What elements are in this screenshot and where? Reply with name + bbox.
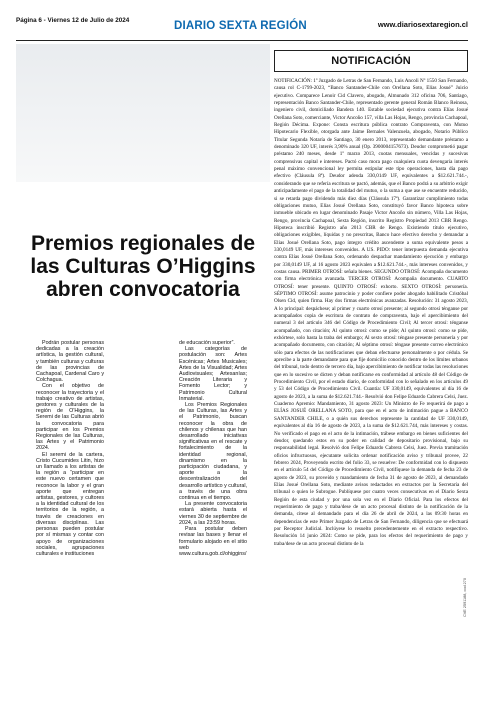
article-title: Premios regionales de las Culturas O’Higgins abren convocatoria — [30, 232, 256, 301]
legal-notice — [274, 44, 468, 698]
page-header — [16, 12, 468, 40]
article-paragraph: Para postular deben revisar las bases y llenar el formulario alojado en el sitio web www.cultura.gob.cl/ohiggins/ — [179, 526, 247, 557]
website-link[interactable]: www.diariosextaregion.cl — [377, 20, 468, 29]
article-paragraph: Podrán postular personas dedicadas a la creación artística, la gestión cultural, y también culturas y culturas de las provincias de Cachapoal, Cardenal Caro y Colchagua. — [36, 340, 104, 384]
article-paragraph: Con el objetivo de reconocer la trayectoria y el trabajo creativo de artistas, gestores y culturales de la región de O'Higgins, la Seremi de las Culturas abrió la convocatoria para participar en los Premios Regionales de las Culturas, las Artes y el Patrimonio 2024. — [36, 383, 104, 452]
article-paragraph: El seremi de la cartera, Cristo Cucumides Litin, hizo un llamado a los artistas de la región a “participar en este nuevo certamen que reconoce la labor y el gran aporte que entregan artistas, gestores, y cultores a la identidad cultural de los territorios de la región, a través de creaciones en diversas disciplinas. Las personas pueden postular por sí mismas y contar con apoyo de organizaciones sociales, agrupaciones culturales e instituciones — [36, 451, 104, 557]
page-date: Página 6 - Viernes 12 de Julio de 2024 — [16, 17, 130, 24]
article-column-2 — [179, 340, 247, 557]
notice-body: NOTIFICACIÓN: 1º Juzgado de Letras de San Fernando, Luis Ancoli Nº 1550 San Fernando, causa rol C-1799-2023, “Banco Santander-Chile con Orellana Soto, Elías Josué” Juicio ejecutivo. Comparece Lenoir Cid Clavero, abogado, Almunado 312 oficina 706, Santiago, representación Banco Santander-Chile, representado gerente general Román Blanco Reinosa, ingeniero civil, domiciliado Bandera 140. Estable sociedad ejecutiva contra Elías Josué Orellana Soto, comerciante, Victor Ancoño 157, villa Las Hojas, Rengo, provincia Cachapoal, Región Décima. Expone: Consta escritura pública contrato Compraventa, con Mutuo Hipotecario Flexible, otorgada ante Jaime Bernales Valenzuela, abogado, Notario Público Titular Segunda Notaría de Santiago, 30 enero 2013, representado demandante préstamo a denominado 320 UF, interés 3,90% anual (Op. 3900004157673). Deudor comprometió pagar préstamo 240 meses, desde 1º marzo 2013, cuotas mensuales, vencidas y sucesivas comprensivas capital e intereses. Pactó caso mora pago cualquiera cuota devengaría interés penal máximo convencional ley permita estipular este tipo operaciones, hasta día pago efectivo (Cláusula 8ª). Deudor adeuda 330,0149 UF, equivalentes a $12.621.744.-, considerando que se refería escritura se pactó, además, que el Banco podrá a su arbitrio exigir anticipadamente el pago de la totalidad del mutuo, o la suma a que ase se encuentre reducido, si se retarda pago dividendo más diez días (Cláusula 17ª). Garantizar cumplimiento todas obligaciones mutuo, Elías Josué Orellana Soto, constituyó favor Banco hipoteca sobre inmueble ubicado en lugar denominado Pasaje Victor Ancoño sin número, Villa Las Hojas, Rengo, provincia Cachapoal, Sexta Región, inscrito Registro Propiedad 2013 CBR Rengo. Hipoteca inscribió Registro año 2013 CBR de Rengo. Existiendo título ejecutivo, obligaciones exigibles, líquidas y no prescritas, Banco hace efectivo derecho y demandar a Elías Josué Orellana Soto, pago íntegro crédito ascendente a suma equivalente pesos a 330,0149 UF, más intereses convenidos. A US. PIDO: tener interpuesta demanda ejecutiva contra Elías Josué Orellana Soto, ordenando despachar mandamiento ejecución y embargo por 330,0149 UF, al 16 agosto 2023 equivalen a $12.621.744.-, más intereses convenidos, y costas causa. PRIMER OTROSÍ: señala bienes. SEGUNDO OTROSÍ: Acompaña documento con firma electrónica avanzada. TERCER OTROSÍ: Acompaña documento. CUARTO OTROSÍ: tener presente. QUINTO OTROSÍ: exhorto. SEXTO OTROSÍ: personería. SÉPTIMO OTROSÍ: asume patrocinio y poder confiere poder abogado habilitado Cristóbal Olsen Cid, quien firma. Hay dos firmas electrónicas avanzadas. Resolución: 31 agosto 2023, A lo principal: despáchese; al primer y cuarto otrosí presente; al segundo otrosí ténganse por acompañados copia de escritura de contrato de compraventa, bajo el apercibimiento del numeral 3 del artículo 346 del Código de Procedimiento Civil; Al tercer otrosí: ténganse acompañado, con citación; Al quinto otrosí: como se pide; Al quinto otrosí: como se pide, exhórtese, solo hasta la traba del embargo; Al sexto otrosí: téngase presente personería y por acompañado documento, con citación; Al séptimo otrosí: téngase presente correo electrónico sólo para efectos de las notificaciones que deban efectuarse personalmente o por cédula. Se aprecibe a la parte demandante para que fije domicilio conocido dentro de los límites urbanos del tribunal, todo dentro de tercero día, bajo apercibimiento de notificar todas las resoluciones que en lo sucesivo se dicten y deban notificarse en conformidad al artículo 48 del Código de Procedimiento Civil, por el estado diario, de conformidad con lo señalado en los artículos 49 y 53 del Código de Procedimiento Civil. Cuantía: UF 330,0149, equivalentes al día 16 de agosto de 2023, a la suma de $12.621.744.- Resolvió don Felipe Eduardo Cabrera Celsi, Juez. Cuaderno Apremio: Mandamiento, 31 agosto 2023: Un Ministro de Fe requerirá de pago a ELÍAS JOSUÉ ORELLANA SOTO, para que en el acto de intimación pague a BANCO SANTANDER CHILE, o a quién sus derechos represente la cantidad de UF 330,0149, equivalentes al día 16 de agosto de 2023, a la suma de $12.621.744, más intereses y costas. No verificado el pago en el acto de la intimación, trábese embargo en bienes suficientes del deudor, quedando estos en su poder en calidad de depositario provisional, bajo su responsabilidad legal. Resolvió don Felipe Eduardo Cabrera Celsi, Juez. Previa tramitación oficios infructuosos, ejecutante solicita ordenar notificación aviso y tribunal provee, 22 febrero 2024, Proveyendo escrito del folio 33, se resuelve: De conformidad con lo dispuesto en el artículo 54 del Código de Procedimiento Civil, notifíquese la demanda de fecha 23 de agosto de 2023, su proveído y mandamiento de fecha 31 de agosto de 2023, al demandado Elías Josué Orellana Soto, mediante avisos redactados en extractos por la Secretaría del tribunal o quien le Subrogue. Publíquese por cuatro veces consecutivas en el Diario Sexta Región de esta ciudad y por una sola vez en el Diario Oficial. Para los efectos del requerimiento de pago y traba/dese de un acto procesal distinto de la notificación de la demanda, citese al demandado para el día 26 de abril de 2024, a las 09:30 horas en dependencias de este Primer Juzgado de Letras de San Fernando, diligencia que se efectuará por Receptor Judicial. Inclúyese lo resuelto precedentemente en el extracto respectivo. Resolución 14 junio 2024: Como se pide, para los efectos del requerimiento de pago y traba/dese de un acto procesal distinto de la — [274, 78, 468, 547]
article — [16, 44, 270, 698]
article-column-1 — [36, 340, 104, 557]
newspaper-name: DIARIO SEXTA REGIÓN — [174, 20, 307, 32]
article-paragraph: Las categorías de postulación son: Artes Escénicas; Artes Musicales; Artes de la Visualidad; Artes Audiovisuales; Artesanías; Creación Literaria y Fomento Lector; y Patrimonio Cultural Inmaterial. — [179, 346, 247, 402]
footer-code: CVE 2591188, cod 270 — [463, 578, 467, 617]
notice-title: NOTIFICACIÓN — [331, 55, 411, 67]
article-paragraph: La presente convocatoria estará abierta hasta el viernes 30 de septiembre de 2024, a las 23:59 horas. — [179, 501, 247, 526]
article-photo — [16, 44, 270, 182]
article-paragraph: Los Premios Regionales de las Culturas, las Artes y el Patrimonio, buscan reconocer la obra de chilenos y chilenas que han desarrollado iniciativas significativas en el rescate y fortalecimiento de la identidad regional, dinamismo en la participación ciudadana, y aporte a la descentralización del desarrollo artístico y cultural, a través de una obra continua en el tiempo. — [179, 402, 248, 502]
article-paragraph: de educación superior”. — [179, 340, 235, 346]
notice-title-box — [274, 50, 468, 72]
header-rule — [16, 40, 468, 41]
